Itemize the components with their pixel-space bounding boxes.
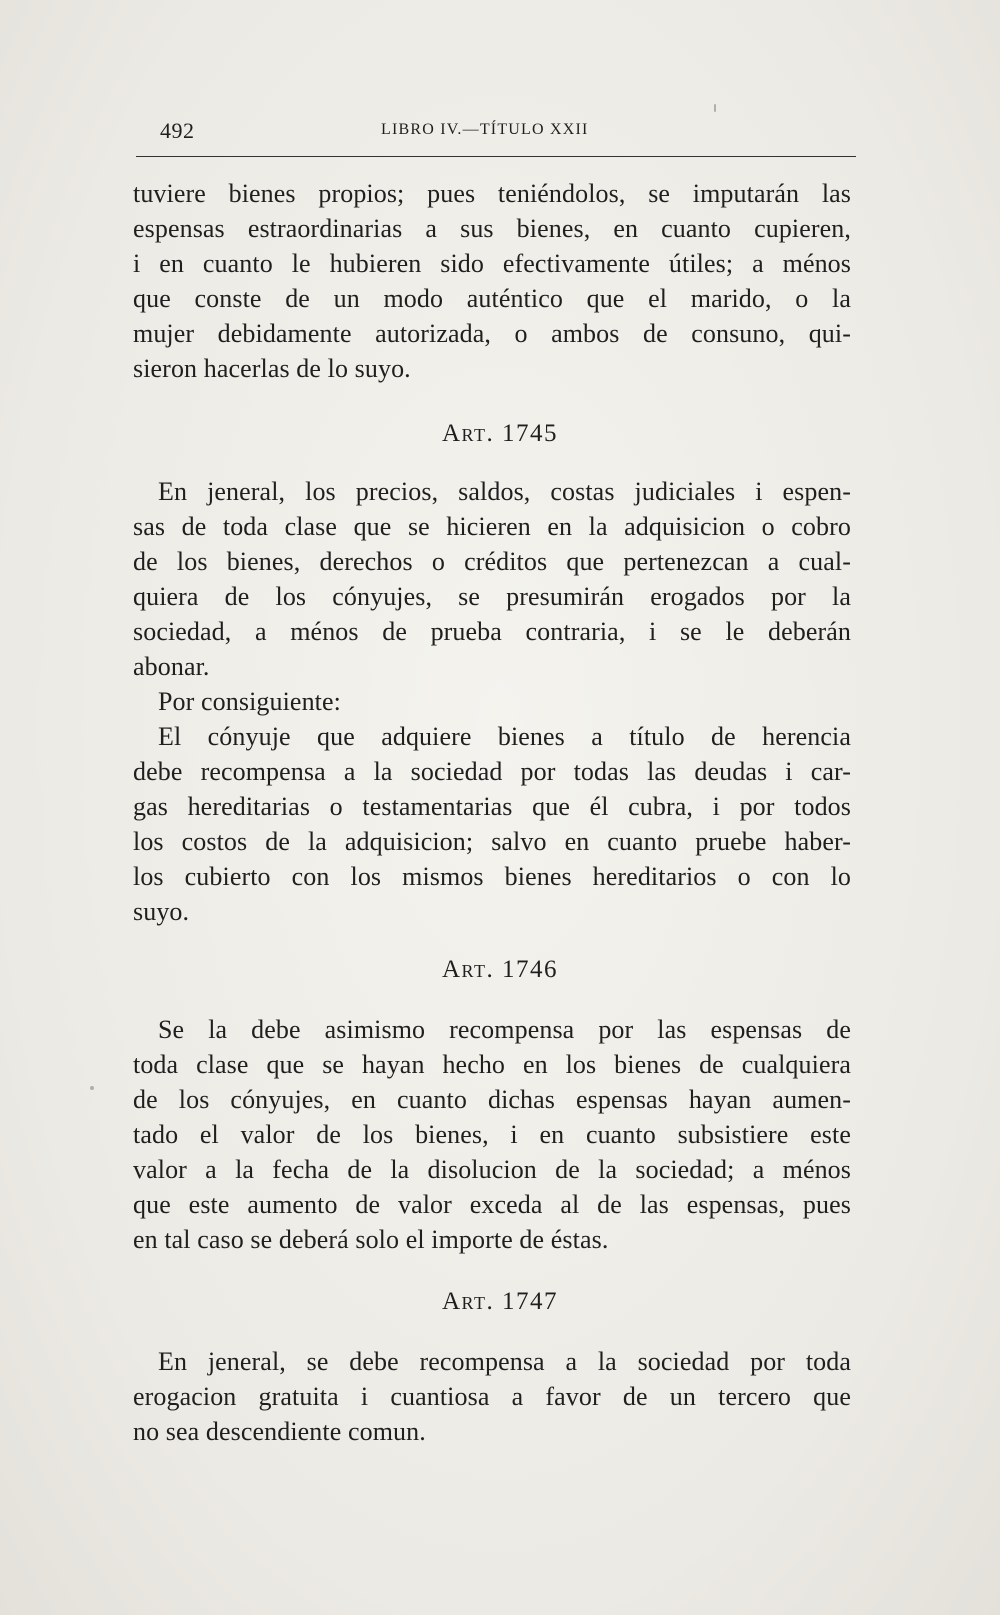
text-line: mujer debidamente autorizada, o ambos de consuno, qui- [133, 319, 851, 348]
paper-speck [90, 1086, 94, 1090]
text-line: tuviere bienes propios; pues teniéndolos, se imputarán las [133, 179, 851, 208]
article-1745-paragraph-3 [133, 719, 851, 929]
article-1746-paragraph-1 [133, 1012, 851, 1257]
text-line: en tal caso se deberá solo el importe de éstas. [133, 1225, 609, 1254]
text-line: de los cónyujes, en cuanto dichas espensas hayan aumen- [133, 1085, 851, 1114]
page-header [136, 118, 856, 148]
article-heading-1745: Art. 1745 [442, 420, 558, 447]
paragraph-continued [133, 176, 851, 386]
text-line: sas de toda clase que se hicieren en la adquisicion o cobro [133, 512, 851, 541]
header-rule [136, 156, 856, 157]
running-head: LIBRO IV.—TÍTULO XXII [381, 121, 589, 138]
text-line: abonar. [133, 652, 210, 681]
text-line: El cónyuje que adquiere bienes a título de herencia [158, 722, 851, 751]
page-number: 492 [160, 118, 195, 143]
text-line: los cubierto con los mismos bienes hereditarios o con lo [133, 862, 851, 891]
text-line: que conste de un modo auténtico que el marido, o la [133, 284, 851, 313]
text-line: En jeneral, se debe recompensa a la sociedad por toda [158, 1347, 851, 1376]
text-line: erogacion gratuita i cuantiosa a favor de un tercero que [133, 1382, 851, 1411]
text-line: sociedad, a ménos de prueba contraria, i se le deberán [133, 617, 851, 646]
article-1745-paragraph-2 [133, 684, 851, 719]
text-line: que este aumento de valor exceda al de las espensas, pues [133, 1190, 851, 1219]
text-line: gas hereditarias o testamentarias que él cubra, i por todos [133, 792, 851, 821]
text-line: quiera de los cónyujes, se presumirán erogados por la [133, 582, 851, 611]
text-line: Por consiguiente: [158, 687, 341, 716]
text-line: i en cuanto le hubieren sido efectivamente útiles; a ménos [133, 249, 851, 278]
article-1747-paragraph-1 [133, 1344, 851, 1449]
article-1745-paragraph-1 [133, 474, 851, 684]
text-line: de los bienes, derechos o créditos que pertenezcan a cual- [133, 547, 851, 576]
text-line: espensas estraordinarias a sus bienes, en cuanto cupieren, [133, 214, 851, 243]
text-line: debe recompensa a la sociedad por todas las deudas i car- [133, 757, 851, 786]
text-line: En jeneral, los precios, saldos, costas judiciales i espen- [158, 477, 851, 506]
article-heading-1746: Art. 1746 [442, 956, 558, 983]
text-line: sieron hacerlas de lo suyo. [133, 354, 411, 383]
text-line: tado el valor de los bienes, i en cuanto subsistiere este [133, 1120, 851, 1149]
text-line: suyo. [133, 897, 190, 926]
text-line: los costos de la adquisicion; salvo en cuanto pruebe haber- [133, 827, 851, 856]
text-line: Se la debe asimismo recompensa por las espensas de [158, 1015, 851, 1044]
paper-speck [714, 104, 716, 112]
text-line: no sea descendiente comun. [133, 1417, 426, 1446]
text-line: valor a la fecha de la disolucion de la sociedad; a ménos [133, 1155, 851, 1184]
text-line: toda clase que se hayan hecho en los bienes de cualquiera [133, 1050, 851, 1079]
article-heading-1747: Art. 1747 [442, 1288, 558, 1315]
